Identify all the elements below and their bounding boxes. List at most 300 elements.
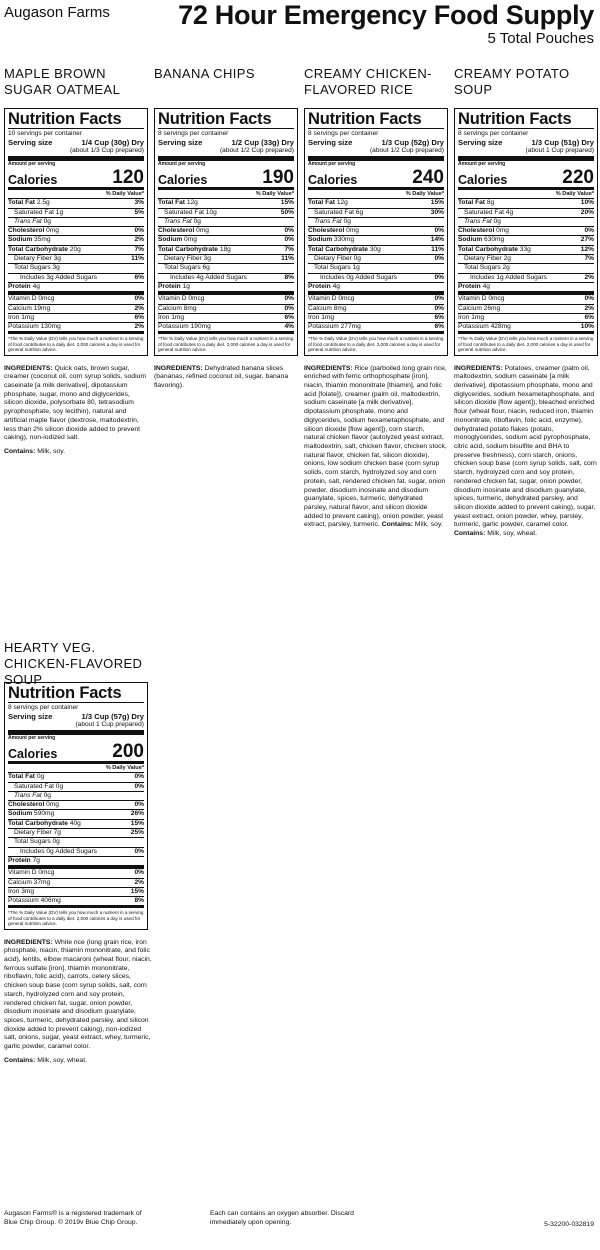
saturated-fat-row — [308, 209, 444, 218]
calories-label: Calories — [158, 173, 208, 188]
nutrient-amount: 0mcg — [38, 295, 55, 303]
nutrient-name: Calcium — [308, 304, 332, 312]
nutrient-label — [14, 218, 51, 226]
nutrient-label — [314, 255, 361, 263]
nutrient-label — [164, 255, 211, 263]
product-column — [4, 640, 152, 1066]
nutrient-name: Calcium — [8, 304, 32, 312]
daily-value: 0% — [434, 304, 444, 312]
nutrient-name: Total Fat — [158, 199, 185, 207]
nutrition-facts-panel — [4, 108, 148, 356]
nutrient-label — [308, 246, 381, 254]
nutrient-amount: 33g — [519, 245, 531, 253]
daily-value: 11% — [431, 245, 444, 253]
nutrient-name: Potassium — [158, 323, 189, 331]
daily-value: 0% — [134, 773, 144, 781]
potassium-row — [458, 323, 594, 334]
nutrient-label — [314, 209, 363, 217]
nutrient-label — [458, 236, 504, 244]
product-column — [4, 66, 147, 457]
nutrient-label — [458, 323, 511, 331]
nutrient-amount: 0mg — [196, 227, 209, 235]
nutrient-name: Vitamin D — [8, 295, 37, 303]
daily-value: 6% — [434, 313, 444, 321]
servings-per-container: 8 servings per container — [308, 130, 379, 137]
protein-row — [308, 283, 444, 295]
daily-value-header: % Daily Value* — [158, 190, 294, 199]
vitamin-d-row — [8, 295, 144, 304]
daily-value: 2% — [134, 323, 144, 331]
daily-value: 6% — [584, 313, 594, 321]
nutrient-label — [14, 264, 60, 272]
nutrient-name: Protein — [158, 282, 181, 290]
nutrient-name: Total Fat — [308, 199, 335, 207]
nutrient-name: Vitamin D — [308, 295, 337, 303]
contains-label: Contains: — [454, 530, 486, 538]
nutrient-name: Vitamin D — [158, 295, 187, 303]
daily-value: 26% — [130, 810, 144, 818]
nutrient-name: Saturated Fat — [464, 208, 504, 216]
daily-value: 5% — [134, 208, 144, 216]
nutrient-name: Cholesterol — [458, 227, 495, 235]
nutrient-amount: 1mg — [321, 313, 335, 321]
daily-value-header: % Daily Value* — [458, 190, 594, 199]
daily-value: 6% — [134, 313, 144, 321]
ingredients-list: White rice (long grain rice, iron phosphate, niacin, thiamin mononitrate, and folic acid), lentils, elbow macaroni (wheat flour, niacin, ferrous sulfate [iron], thiamin mononitrate, riboflavin, folic acid), carrots, celery slices, chicken soup base (corn syrup solids, salt, corn starch, hydrolyzed corn and soy protein, rendered chicken fat, sugar, onion powder, disodium inosinate and disodium guanylate, spices, turmeric, dehydrated parsley, and silicon dioxide added to prevent caking), non-iodized salt, onions, sugar, yeast extract, whey, turmeric, garlic powder, caramel color. — [4, 938, 152, 1051]
ingredients-list: Dehydrated banana slices (bananas, refined coconut oil, sugar, banana flavoring). — [154, 364, 289, 390]
sodium-row — [308, 236, 444, 245]
calories-value: 200 — [112, 741, 144, 763]
protein-row — [158, 283, 294, 295]
daily-value-header: % Daily Value* — [308, 190, 444, 199]
nutrient-label — [8, 283, 40, 291]
total-fat-row — [8, 199, 144, 208]
dietary-fiber-row — [8, 829, 144, 838]
nutrient-name: Dietary Fiber — [14, 255, 52, 263]
serving-size-label: Serving size — [158, 138, 203, 148]
added-sugars-label: Includes 3g Added Sugars — [20, 273, 97, 281]
nutrient-label — [458, 295, 504, 303]
servings-per-container: 8 servings per container — [458, 130, 529, 137]
added-sugars-label: Includes 0g Added Sugars — [20, 847, 97, 855]
ingredients-text — [4, 365, 147, 443]
ingredients-label: INGREDIENTS: — [154, 364, 203, 372]
total-sugars-row — [8, 838, 144, 847]
dietary-fiber-row — [458, 255, 594, 264]
serving-size-row — [308, 138, 444, 147]
serving-size-value: 1/4 Cup (30g) Dry — [81, 138, 144, 148]
nutrient-amount: 0mg — [46, 801, 59, 809]
iron-row — [158, 314, 294, 323]
serving-size-row — [8, 712, 144, 721]
nutrient-amount: 1g — [352, 264, 360, 272]
nutrient-name: Total Fat — [8, 199, 35, 207]
contains-list: Milk, soy, wheat. — [487, 530, 537, 538]
nutrition-facts-title: Nutrition Facts — [458, 110, 594, 129]
nutrient-amount: 0g — [343, 217, 351, 225]
nutrient-amount: 30g — [369, 245, 381, 253]
sodium-row — [458, 236, 594, 245]
contains-list: Milk, soy. — [37, 448, 66, 455]
nutrient-name: Total Carbohydrate — [8, 819, 68, 827]
total-carbohydrate-row — [158, 246, 294, 255]
nutrient-label — [8, 773, 44, 781]
daily-value-header: % Daily Value* — [8, 190, 144, 199]
nutrient-label — [8, 801, 59, 809]
iron-row — [308, 314, 444, 323]
nutrient-label — [314, 264, 360, 272]
daily-value: 11% — [131, 255, 144, 263]
daily-value: 7% — [284, 245, 294, 253]
contains-label: Contains: — [381, 521, 414, 529]
trans-fat-row — [8, 792, 144, 801]
calories-label: Calories — [8, 747, 58, 762]
daily-value: 50% — [280, 208, 294, 216]
ingredients-list: Quick oats, brown sugar, creamer (coconut oil, corn syrup solids, sodium caseinate [a milk derivative], dipotassium phosphate, sugar, mono and diglycerides, silicon dioxide, polysorbate 80, tetrasodium pyrophosphate, soy lecithin), natural and artificial maple flavor (dextrose, maltodextrin, less than 2% silicon dioxide added to prevent caking), non-iodized salt. — [4, 364, 147, 442]
nutrient-amount: 19mg — [33, 304, 51, 312]
contains-label: Contains: — [4, 448, 36, 455]
product-name: MAPLE BROWN SUGAR OATMEAL — [4, 66, 121, 97]
nutrient-amount: 277mg — [340, 323, 361, 331]
nutrient-name: Vitamin D — [458, 295, 487, 303]
nutrient-name: Trans Fat — [164, 217, 192, 225]
nutrient-label — [14, 209, 63, 217]
nutrient-amount: 0mcg — [188, 295, 205, 303]
nutrient-amount: 0g — [52, 838, 60, 846]
nutrient-amount: 0g — [353, 255, 361, 263]
nutrient-name: Saturated Fat — [14, 782, 54, 790]
calories-row — [308, 168, 444, 190]
nutrient-label — [458, 227, 509, 235]
nutrient-label — [308, 295, 354, 303]
daily-value: 6% — [434, 323, 444, 331]
daily-value: 0% — [134, 295, 144, 303]
nutrient-label — [158, 323, 211, 331]
nutrient-amount: 0mcg — [338, 295, 355, 303]
amount-per-serving: Amount per serving — [158, 161, 206, 168]
nutrient-name: Sodium — [8, 236, 33, 244]
nutrient-label — [8, 305, 50, 313]
nutrient-name: Saturated Fat — [314, 208, 354, 216]
page-title: 72 Hour Emergency Food Supply — [178, 0, 594, 30]
nutrient-name: Protein — [8, 282, 31, 290]
nutrient-label — [14, 255, 61, 263]
total-carbohydrate-row — [8, 246, 144, 255]
daily-value: 0% — [134, 782, 144, 790]
ingredients-label: INGREDIENTS: — [4, 364, 53, 372]
calories-value: 190 — [262, 167, 294, 189]
nutrient-name: Dietary Fiber — [314, 255, 352, 263]
calcium-row — [458, 305, 594, 314]
total-sugars-row — [458, 264, 594, 273]
nutrient-name: Cholesterol — [8, 227, 45, 235]
calories-value: 120 — [112, 167, 144, 189]
nutrient-label — [308, 199, 348, 207]
nutrient-amount: 7g — [32, 856, 40, 864]
nutrient-amount: 590mg — [34, 810, 55, 818]
daily-value-footnote: *The % Daily Value (DV) tells you how much a nutrient in a serving of food contributes to a daily diet. 2,000 calories a day is used for general nutrition advice. — [8, 336, 144, 353]
contains-label: Contains: — [4, 1056, 36, 1064]
daily-value: 0% — [284, 295, 294, 303]
daily-value: 15% — [430, 199, 444, 207]
nutrient-amount: 37mg — [33, 878, 51, 886]
amount-per-serving: Amount per serving — [8, 735, 56, 742]
daily-value: 7% — [134, 245, 144, 253]
cholesterol-row — [158, 227, 294, 236]
dietary-fiber-row — [8, 255, 144, 264]
nutrient-name: Protein — [8, 856, 31, 864]
nutrient-name: Cholesterol — [8, 801, 45, 809]
nutrient-name: Cholesterol — [158, 227, 195, 235]
oxygen-absorber-note: Each can contains an oxygen absorber. Discard immediately upon opening. — [210, 1210, 354, 1226]
nutrient-name: Iron — [308, 313, 320, 321]
contains-list: Milk, soy. — [414, 521, 443, 529]
nutrient-name: Total Sugars — [164, 264, 201, 272]
nutrient-amount: 330mg — [334, 236, 355, 244]
nutrient-name: Calcium — [8, 878, 32, 886]
nutrient-name: Iron — [8, 313, 20, 321]
nutrient-label — [14, 838, 60, 846]
saturated-fat-row — [458, 209, 594, 218]
nutrient-amount: 0mcg — [38, 869, 55, 877]
iron-row — [8, 314, 144, 323]
nutrient-name: Total Fat — [8, 773, 35, 781]
calcium-row — [8, 879, 144, 888]
nutrient-amount: 1mg — [171, 313, 185, 321]
added-sugars-row — [8, 848, 144, 857]
nutrient-label — [8, 879, 50, 887]
saturated-fat-row — [8, 209, 144, 218]
daily-value-footnote: *The % Daily Value (DV) tells you how much a nutrient in a serving of food contributes to a daily diet. 2,000 calories a day is used for general nutrition advice. — [158, 336, 294, 353]
calories-row — [8, 742, 144, 764]
daily-value: 25% — [130, 829, 144, 837]
daily-value: 0% — [134, 801, 144, 809]
nutrition-facts-title: Nutrition Facts — [8, 684, 144, 703]
nutrient-label — [14, 792, 51, 800]
nutrient-amount: 3g — [203, 255, 211, 263]
daily-value: 0% — [284, 227, 294, 235]
iron-row — [8, 888, 144, 897]
product-name: CREAMY CHICKEN-FLAVORED RICE — [304, 66, 432, 97]
nutrient-label — [308, 236, 354, 244]
nutrition-facts-title: Nutrition Facts — [158, 110, 294, 129]
ingredients-text — [4, 939, 152, 1052]
nutrient-name: Dietary Fiber — [464, 255, 502, 263]
nutrient-name: Potassium — [458, 323, 489, 331]
prepared-amount: (about 1/2 Cup prepared) — [219, 147, 294, 155]
nutrient-amount: 12g — [186, 199, 198, 207]
daily-value: 11% — [281, 255, 294, 263]
ingredients-text — [454, 365, 597, 539]
nutrient-amount: 2.5g — [36, 199, 50, 207]
potassium-row — [158, 323, 294, 334]
nutrient-label — [308, 305, 347, 313]
nutrient-label — [8, 199, 50, 207]
nutrient-label — [458, 246, 531, 254]
amount-per-serving: Amount per serving — [458, 161, 506, 168]
total-carbohydrate-row — [8, 820, 144, 829]
nutrient-amount: 8mg — [183, 304, 197, 312]
nutrient-label — [8, 857, 40, 865]
nutrient-name: Total Carbohydrate — [308, 245, 368, 253]
nutrient-label — [464, 209, 513, 217]
calories-row — [8, 168, 144, 190]
nutrient-amount: 130mg — [40, 323, 61, 331]
nutrient-name: Dietary Fiber — [164, 255, 202, 263]
nutrient-amount: 0g — [55, 782, 64, 790]
nutrient-amount: 26mg — [483, 304, 501, 312]
total-carbohydrate-row — [308, 246, 444, 255]
nutrition-facts-panel — [154, 108, 298, 356]
ingredients-list: Potatoes, creamer (palm oil, maltodextrin, sodium caseinate [a milk derivative], dipotassium phosphate, mono and diglycerides, sodium hexametaphosphate, and silicon dioxide [flow agent]), bleached enriched flour (wheat flour, niacin, reduced iron, thiamin mononitrate, riboflavin, folic acid, enzyme), dehydrated potato flakes (potato, monoglycerides, sodium acid pyrophosphate, citric acid, sodium bisulfite and BHA to preserve freshness), corn starch, onions, chicken soup base (corn syrup solids, salt, corn starch, hydrolyzed corn and soy protein, rendered chicken fat, sugar, onion powder, disodium inosinate and disodium guanylate, spices, turmeric, dehydrated parsley, and silicon dioxide added to prevent caking), sugar, yeast extract, onion powder, whey, parsley, turmeric, garlic powder, caramel color. — [454, 364, 597, 529]
nutrient-amount: 3g — [53, 255, 61, 263]
nutrition-facts-panel — [304, 108, 448, 356]
trans-fat-row — [158, 218, 294, 227]
nutrient-amount: 10g — [205, 208, 217, 216]
daily-value: 6% — [284, 313, 294, 321]
nutrient-name: Iron — [458, 313, 470, 321]
nutrient-name: Total Sugars — [14, 264, 51, 272]
nutrient-label — [158, 246, 231, 254]
daily-value: 2% — [134, 878, 144, 886]
nutrient-label — [308, 314, 334, 322]
total-sugars-row — [308, 264, 444, 273]
nutrient-amount: 406mg — [40, 897, 61, 905]
nutrient-label — [8, 888, 34, 896]
nutrient-amount: 2g — [503, 255, 511, 263]
prepared-amount: (about 1 Cup prepared) — [75, 721, 144, 729]
servings-per-container: 10 servings per container — [8, 130, 83, 137]
brand-name: Augason Farms — [4, 4, 110, 21]
dietary-fiber-row — [158, 255, 294, 264]
serving-size-value: 1/3 Cup (51g) Dry — [531, 138, 594, 148]
page-subtitle: 5 Total Pouches — [487, 30, 594, 47]
potassium-row — [308, 323, 444, 334]
total-fat-row — [158, 199, 294, 208]
nutrient-amount: 8mg — [333, 304, 347, 312]
nutrient-label — [8, 246, 81, 254]
daily-value-footnote: *The % Daily Value (DV) tells you how much a nutrient in a serving of food contributes to a daily diet. 2,000 calories a day is used for general nutrition advice. — [308, 336, 444, 353]
nutrient-amount: 0mg — [346, 227, 359, 235]
daily-value: 15% — [130, 819, 144, 827]
added-sugars-row — [158, 274, 294, 283]
nutrient-amount: 0g — [493, 217, 501, 225]
daily-value: 3% — [134, 199, 144, 207]
product-code: 5-32200-032819 — [544, 1221, 594, 1228]
allergen-contains — [4, 448, 147, 457]
nutrient-amount: 18g — [219, 245, 231, 253]
nutrient-name: Calcium — [458, 304, 482, 312]
nutrition-facts-title: Nutrition Facts — [308, 110, 444, 129]
nutrient-name: Total Carbohydrate — [8, 245, 68, 253]
cholesterol-row — [8, 801, 144, 810]
serving-size-row — [158, 138, 294, 147]
nutrient-amount: 4g — [505, 208, 514, 216]
nutrient-amount: 35mg — [34, 236, 51, 244]
nutrient-label — [14, 783, 63, 791]
nutrition-facts-panel — [454, 108, 598, 356]
calories-value: 220 — [562, 167, 594, 189]
nutrient-name: Sodium — [308, 236, 333, 244]
protein-row — [8, 283, 144, 295]
nutrient-label — [158, 295, 204, 303]
prepared-amount: (about 1/3 Cup prepared) — [69, 147, 144, 155]
daily-value: 0% — [584, 227, 594, 235]
daily-value: 2% — [584, 273, 594, 281]
nutrient-name: Dietary Fiber — [14, 829, 52, 837]
nutrient-name: Protein — [308, 282, 331, 290]
nutrient-label — [8, 869, 54, 877]
product-name: CREAMY POTATO SOUP — [454, 66, 570, 97]
nutrient-name: Total Sugars — [314, 264, 351, 272]
cholesterol-row — [458, 227, 594, 236]
daily-value: 2% — [584, 304, 594, 312]
daily-value: 0% — [584, 295, 594, 303]
nutrient-label — [308, 227, 359, 235]
daily-value: 0% — [134, 869, 144, 877]
allergen-contains — [4, 1057, 152, 1066]
daily-value: 10% — [580, 323, 594, 331]
nutrient-amount: 40g — [69, 819, 81, 827]
total-fat-row — [308, 199, 444, 208]
serving-size-label: Serving size — [308, 138, 353, 148]
calcium-row — [158, 305, 294, 314]
daily-value: 2% — [134, 236, 144, 244]
calcium-row — [8, 305, 144, 314]
daily-value: 15% — [280, 199, 294, 207]
nutrient-label — [314, 218, 351, 226]
daily-value: 2% — [134, 304, 144, 312]
nutrient-label — [164, 218, 201, 226]
nutrient-amount: 0g — [43, 791, 51, 799]
nutrient-name: Saturated Fat — [164, 208, 204, 216]
added-sugars-label: Includes 1g Added Sugars — [470, 273, 547, 281]
amount-per-serving: Amount per serving — [308, 161, 356, 168]
nutrient-name: Sodium — [458, 236, 483, 244]
nutrient-label — [8, 236, 51, 244]
trans-fat-row — [458, 218, 594, 227]
nutrient-name: Total Carbohydrate — [458, 245, 518, 253]
serving-size-value: 1/3 Cup (57g) Dry — [81, 712, 144, 722]
nutrient-label — [8, 295, 54, 303]
sodium-row — [158, 236, 294, 245]
nutrient-amount: 1g — [55, 208, 64, 216]
daily-value: 0% — [434, 255, 444, 263]
daily-value-header: % Daily Value* — [8, 764, 144, 773]
nutrient-amount: 2g — [502, 264, 510, 272]
daily-value: 0% — [284, 304, 294, 312]
nutrient-name: Potassium — [8, 897, 39, 905]
daily-value: 6% — [134, 273, 144, 281]
serving-size-label: Serving size — [458, 138, 503, 148]
nutrient-name: Sodium — [8, 810, 33, 818]
daily-value: 20% — [580, 208, 594, 216]
serving-size-label: Serving size — [8, 712, 53, 722]
product-column — [154, 66, 297, 391]
potassium-row — [8, 897, 144, 908]
prepared-amount: (about 1/2 Cup prepared) — [369, 147, 444, 155]
serving-size-value: 1/3 Cup (52g) Dry — [381, 138, 444, 148]
nutrient-amount: 0g — [193, 217, 201, 225]
vitamin-d-row — [308, 295, 444, 304]
nutrient-label — [158, 236, 197, 244]
nutrition-facts-panel — [4, 682, 148, 930]
nutrient-name: Saturated Fat — [14, 208, 54, 216]
nutrient-name: Total Sugars — [464, 264, 501, 272]
added-sugars-row — [458, 274, 594, 283]
nutrient-label — [8, 314, 34, 322]
daily-value: 0% — [434, 273, 444, 281]
